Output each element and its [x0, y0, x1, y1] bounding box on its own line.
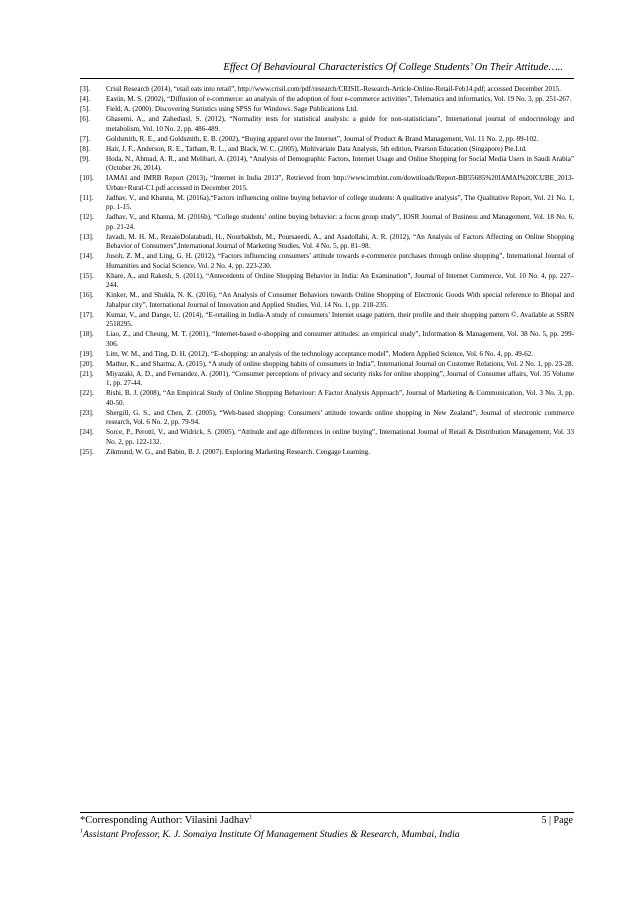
reference-item — [80, 135, 574, 145]
reference-text: Jadhav, V., and Khanna, M. (2016b), “College students’ online buying behavior: a focus group study”, IOSR Journal of Business and Management, Vol. 18 No. 6, pp. 21-24. — [106, 213, 574, 231]
footer-divider — [80, 812, 574, 813]
reference-item — [80, 174, 574, 193]
reference-number: [18]. — [80, 330, 94, 338]
reference-item — [80, 213, 574, 232]
reference-item — [80, 155, 574, 174]
reference-text: Liao, Z., and Cheung, M. T. (2001), “Internet-based e-shopping and consumer attitudes: an empirical study”, Information & Management, Vol. 38 No. 5, pp. 299-306. — [106, 330, 574, 348]
reference-text: Hair, J. F., Anderson, R. E., Tatham, R. L., and Black, W. C. (2005), Multivariate Data Analysis, 5th edition, Pearson Education (Singapore) Pte.Ltd. — [106, 144, 527, 153]
reference-text: Field, A. (2000). Discovering Statistics using SPSS for Windows. Sage Publications Ltd. — [106, 105, 358, 113]
reference-number: [11]. — [80, 193, 94, 202]
reference-item — [80, 448, 574, 458]
reference-item — [80, 233, 574, 252]
reference-number: [6]. — [80, 115, 91, 123]
reference-number: [21]. — [80, 369, 94, 378]
author-affiliation — [80, 829, 460, 840]
reference-number: [9]. — [80, 154, 91, 163]
reference-text: Miyazaki, A. D., and Fernandez, A. (2001), “Consumer perceptions of privacy and security risks for online shopping”, Journal of Consumer affairs, Vol. 35 Volume 1, pp. 27-44. — [106, 369, 574, 387]
reference-number: [16]. — [80, 291, 94, 299]
reference-number: [25]. — [80, 447, 94, 456]
reference-number: [24]. — [80, 428, 94, 436]
reference-item — [80, 105, 574, 115]
reference-number: [5]. — [80, 105, 91, 113]
reference-item — [80, 115, 574, 134]
corresponding-author — [80, 815, 252, 826]
reference-number: [23]. — [80, 408, 94, 417]
affiliation-superscript: 1 — [80, 828, 83, 835]
reference-text: Zikmund, W. G., and Babin, B. J. (2007). Exploring Marketing Research. Cengage Learning. — [106, 447, 370, 456]
reference-number: [13]. — [80, 232, 94, 241]
reference-item — [80, 428, 574, 447]
reference-text: Crisil Research (2014), “etail eats into retail”, http://www.crisil.com/pdf/research/CRISIL-Research-Article-Online-Retail-Feb14.pdf; accessed December 2015. — [106, 85, 561, 93]
reference-item — [80, 409, 574, 428]
reference-text: Javadi, M. H. M., RezaieDolatabadi, H., Nourbakhsh, M., Poursaeedi, A., and Asadollahi, A. R. (2012), “An Analysis of Factors Affecting on Online Shopping Behavior of Consumers”,International Journal of Marketing Studies, Vol. 4 No. 5, pp. 81–98. — [106, 232, 574, 250]
reference-text: Khare, A., and Rakesh, S. (2011), “Antecedents of Online Shopping Behavior in India: An Examination”, Journal of Internet Commerce, Vol. 10 No. 4, pp. 227–244. — [106, 271, 574, 289]
reference-number: [12]. — [80, 213, 94, 221]
reference-text: Mathur, K., and Sharma, A. (2015), “A study of online shopping habits of consumers in India”, International Journal on Customer Relations, Vol. 2 No. 1, pp. 23-28. — [106, 359, 574, 368]
header-divider — [80, 78, 574, 79]
reference-number: [3]. — [80, 85, 91, 93]
reference-number: [20]. — [80, 359, 94, 368]
reference-item — [80, 360, 574, 370]
page-number: 5 | Page — [541, 815, 573, 826]
reference-item — [80, 194, 574, 213]
author-superscript: 1 — [249, 814, 253, 821]
reference-text: Hoda, N., Ahmad, A. R., and Melibari, A. (2014), “Analysis of Demographic Factors, Internet Usage and Online Shopping for Social Media Users in Saudi Arabia” (October 26, 2014). — [106, 154, 574, 172]
reference-item — [80, 145, 574, 155]
reference-text: Kinker, M., and Shukla, N. K. (2016), “An Analysis of Consumer Behaviors towards Online Shopping of Electronic Goods With special reference to Bhopal and Jabalpur city”, International Journal of Innovation and Applied Studies, Vol. 14 No. 1, pp. 218-235. — [106, 291, 574, 309]
corresponding-author-label: *Corresponding Author: Vilasini Jadhav — [80, 815, 250, 826]
reference-number: [7]. — [80, 134, 91, 143]
reference-text: Lim, W. M., and Ting, D. H. (2012), “E-shopping: an analysis of the technology acceptance model”, Modern Applied Science, Vol. 6 No. 4, pp. 49-62. — [106, 349, 534, 358]
reference-item — [80, 311, 574, 330]
reference-item — [80, 389, 574, 408]
reference-list — [80, 85, 574, 458]
reference-text: Jadhav, V., and Khanna, M. (2016a),“Factors influencing online buying behavior of college students: A qualitative analysis”, The Qualitative Report, Vol. 21 No. 1, pp. 1-15. — [106, 193, 574, 211]
reference-item — [80, 85, 574, 95]
reference-text: IAMAI and IMRB Report (2013), “Internet in India 2013”, Retrieved from http://www.imrbint.com/downloads/Report-BB55685%20IAMAI%20ICUBE_2013-Urban+Rural-C1.pdf accessed in December 2015. — [106, 174, 574, 192]
reference-text: Eastin, M. S. (2002), “Diffusion of e-commerce: an analysis of the adoption of four e-commerce activities”, Telematics and informatics, Vol. 19 No. 3, pp. 251-267. — [106, 95, 572, 103]
reference-text: Shergill, G. S., and Chen, Z. (2005), “Web-based shopping: Consumers’ attitude towards online shopping in New Zealand”, Journal of electronic commerce research, Vol. 6 No. 2, pp. 79-94. — [106, 408, 574, 426]
reference-text: Rishi, B. J. (2008), “An Empirical Study of Online Shopping Behaviour: A Factor Analysis Approach”, Journal of Marketing & Communication, Vol. 3 No. 3, pp. 40-50. — [106, 389, 574, 407]
reference-number: [17]. — [80, 310, 94, 319]
reference-text: Ghasemi, A., and Zahediasl, S. (2012), “Normality tests for statistical analysis: a guide for non-statisticians”, International journal of endocrinology and metabolism, Vol. 10 No. 2, pp. 486-489. — [106, 115, 574, 133]
reference-text: Kumar, V., and Dange, U. (2014), “E-retailing in India-A study of consumers’ Internet usage pattern, their profile and their shopping pattern ©. Available at SSRN 2518295. — [106, 310, 574, 328]
reference-item — [80, 252, 574, 271]
reference-item — [80, 330, 574, 349]
reference-text: Sorce, P., Perotti, V., and Widrick, S. (2005), “Attitude and age differences in online buying”, International Journal of Retail & Distribution Management, Vol. 33 No. 2, pp. 122-132. — [106, 428, 574, 446]
affiliation-text: Assistant Professor, K. J. Somaiya Institute Of Management Studies & Research, Mumbai, India — [83, 829, 460, 840]
reference-number: [19]. — [80, 349, 94, 358]
reference-item — [80, 350, 574, 360]
reference-text: Goldsmith, R. E., and Goldsmith, E. B. (2002), “Buying apparel over the Internet”, Journal of Product & Brand Management, Vol. 11 No. 2, pp. 89-102. — [106, 134, 539, 143]
reference-number: [14]. — [80, 252, 94, 260]
reference-number: [22]. — [80, 389, 94, 397]
reference-number: [8]. — [80, 144, 91, 153]
reference-item — [80, 95, 574, 105]
reference-number: [15]. — [80, 271, 94, 280]
running-header-title: Effect Of Behavioural Characteristics Of College Students’ On Their Attitude….. — [223, 62, 563, 73]
reference-number: [10]. — [80, 174, 94, 182]
reference-text: Jusoh, Z. M., and Ling, G. H. (2012), “Factors influencing consumers’ attitude towards e-commerce purchases through online shopping”, International Journal of Humanities and Social Science, Vol. 2 No. 4, pp. 223-230. — [106, 252, 574, 270]
reference-item — [80, 370, 574, 389]
reference-item — [80, 291, 574, 310]
reference-number: [4]. — [80, 95, 91, 103]
reference-item — [80, 272, 574, 291]
